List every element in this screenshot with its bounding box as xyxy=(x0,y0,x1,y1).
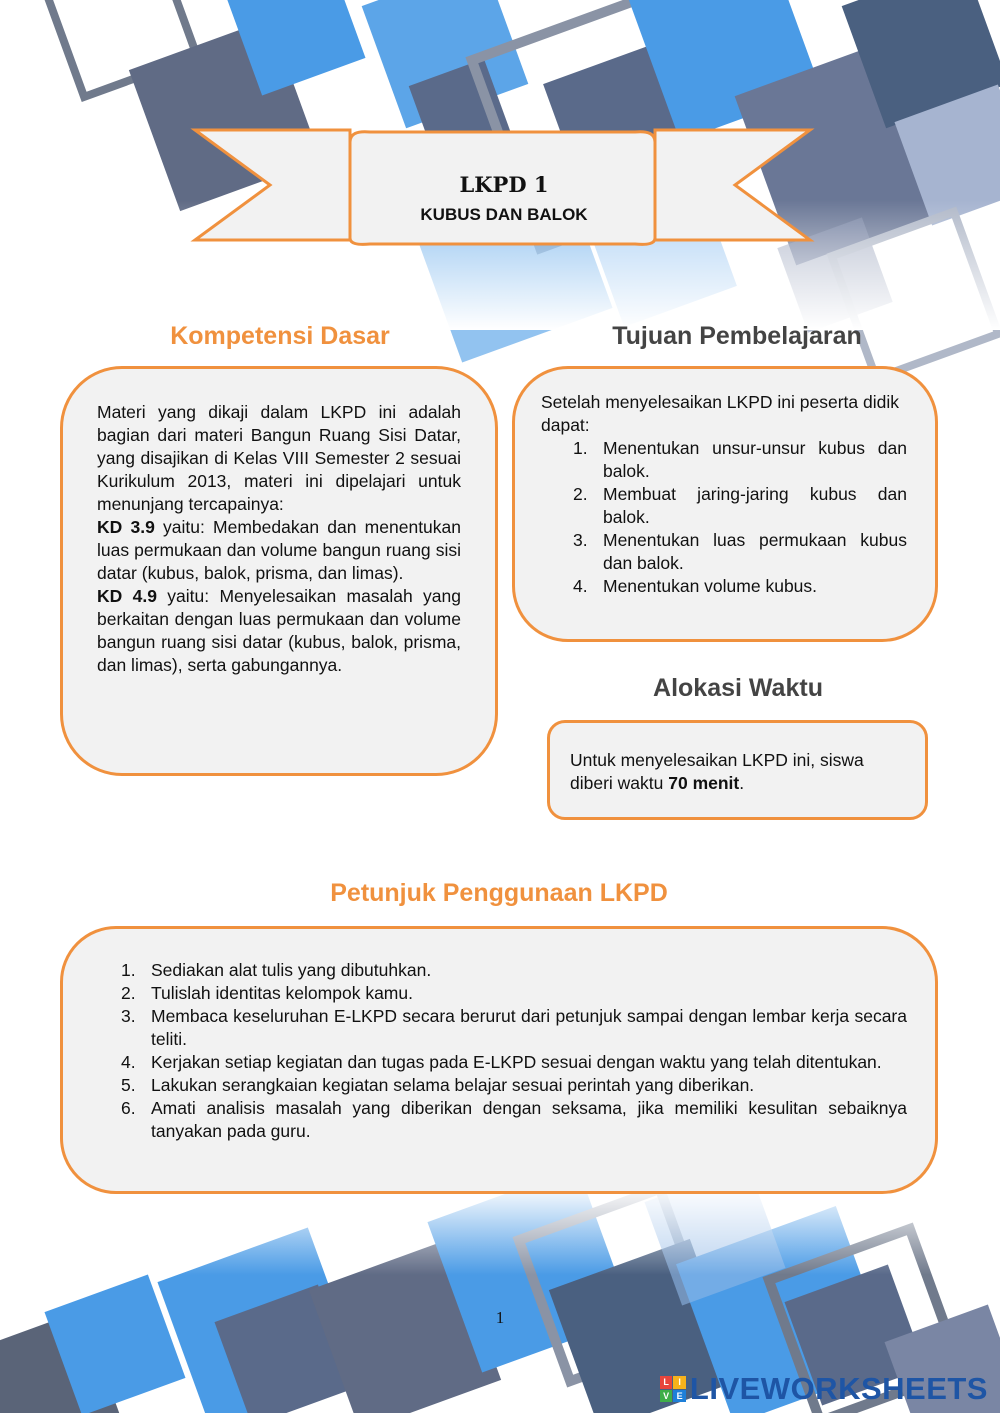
list-number: 2. xyxy=(573,484,588,504)
kd-3-9 xyxy=(97,516,461,585)
alokasi-time: 70 menit xyxy=(668,773,740,793)
list-text: Lakukan serangkaian kegiatan selama belajar sesuai perintah yang diberikan. xyxy=(151,1075,755,1095)
list-number: 2. xyxy=(121,983,136,1003)
list-item xyxy=(121,1005,907,1051)
list-item xyxy=(573,575,907,598)
list-text: Membuat jaring-jaring kubus dan balok. xyxy=(603,484,907,527)
alokasi-heading: Alokasi Waktu xyxy=(653,674,823,702)
logo-letter: L xyxy=(660,1376,673,1389)
logo-letter: E xyxy=(673,1390,686,1403)
liveworksheets-icon xyxy=(660,1376,686,1402)
list-item xyxy=(121,959,907,982)
list-item xyxy=(121,1097,907,1143)
petunjuk-heading: Petunjuk Penggunaan LKPD xyxy=(330,879,668,907)
alokasi-box xyxy=(547,720,928,820)
list-text: Menentukan unsur-unsur kubus dan balok. xyxy=(603,438,907,481)
list-text: Tulislah identitas kelompok kamu. xyxy=(151,983,413,1003)
liveworksheets-wordmark: LIVEWORKSHEETS xyxy=(689,1371,988,1406)
list-number: 6. xyxy=(121,1098,136,1118)
list-text: Menentukan luas permukaan kubus dan balok. xyxy=(603,530,907,573)
kompetensi-heading: Kompetensi Dasar xyxy=(170,322,390,350)
list-text: Kerjakan setiap kegiatan dan tugas pada E-LKPD sesuai dengan waktu yang telah ditentukan. xyxy=(151,1052,882,1072)
alokasi-text-end: . xyxy=(739,773,745,793)
list-number: 5. xyxy=(121,1075,136,1095)
tujuan-box xyxy=(512,366,938,642)
list-number: 1. xyxy=(573,438,588,458)
worksheet-title: LKPD 1 xyxy=(459,172,549,197)
petunjuk-list xyxy=(121,959,907,1143)
list-item xyxy=(121,1074,907,1097)
kd-3-9-label: KD 3.9 xyxy=(97,517,155,537)
list-item xyxy=(573,437,907,483)
page-number: 1 xyxy=(495,1308,505,1327)
list-number: 3. xyxy=(121,1006,136,1026)
tujuan-list xyxy=(573,437,907,598)
tujuan-heading: Tujuan Pembelajaran xyxy=(612,322,862,350)
list-number: 3. xyxy=(573,530,588,550)
list-text: Sediakan alat tulis yang dibutuhkan. xyxy=(151,960,432,980)
list-item xyxy=(121,1051,907,1074)
kd-4-9-label: KD 4.9 xyxy=(97,586,157,606)
petunjuk-box xyxy=(60,926,938,1194)
list-text: Menentukan volume kubus. xyxy=(603,576,818,596)
list-item xyxy=(573,529,907,575)
kd-4-9 xyxy=(97,585,461,677)
list-number: 4. xyxy=(121,1052,136,1072)
logo-letter: I xyxy=(673,1376,686,1389)
list-text: Membaca keseluruhan E-LKPD secara berurut dari petunjuk sampai dengan lembar kerja secara teliti. xyxy=(151,1006,907,1049)
list-text: Amati analisis masalah yang diberikan dengan seksama, jika memiliki kesulitan sebaiknya tanyakan pada guru. xyxy=(151,1098,907,1141)
kd-3-9-text: yaitu: Membedakan dan menentukan luas permukaan dan volume bangun ruang sisi datar (kubus, balok, prisma, dan limas). xyxy=(97,517,462,583)
kompetensi-box xyxy=(60,366,498,776)
liveworksheets-logo[interactable] xyxy=(660,1372,988,1406)
alokasi-text: Untuk menyelesaikan LKPD ini, siswa diberi waktu xyxy=(570,750,864,793)
tujuan-intro: Setelah menyelesaikan LKPD ini peserta didik dapat: xyxy=(541,392,899,435)
logo-letter: V xyxy=(660,1390,673,1403)
list-number: 4. xyxy=(573,576,588,596)
worksheet-subtitle: KUBUS DAN BALOK xyxy=(420,205,588,224)
kd-4-9-text: yaitu: Menyelesaikan masalah yang berkaitan dengan luas permukaan dan volume bangun ruang sisi datar (kubus, balok, prisma, dan limas), serta gabungannya. xyxy=(97,586,461,675)
list-number: 1. xyxy=(121,960,136,980)
list-item xyxy=(573,483,907,529)
kompetensi-intro: Materi yang dikaji dalam LKPD ini adalah bagian dari materi Bangun Ruang Sisi Datar, yang disajikan di Kelas VIII Semester 2 sesuai Kurikulum 2013, materi ini dipelajari untuk menunjang tercapainya: xyxy=(97,402,461,514)
list-item xyxy=(121,982,907,1005)
